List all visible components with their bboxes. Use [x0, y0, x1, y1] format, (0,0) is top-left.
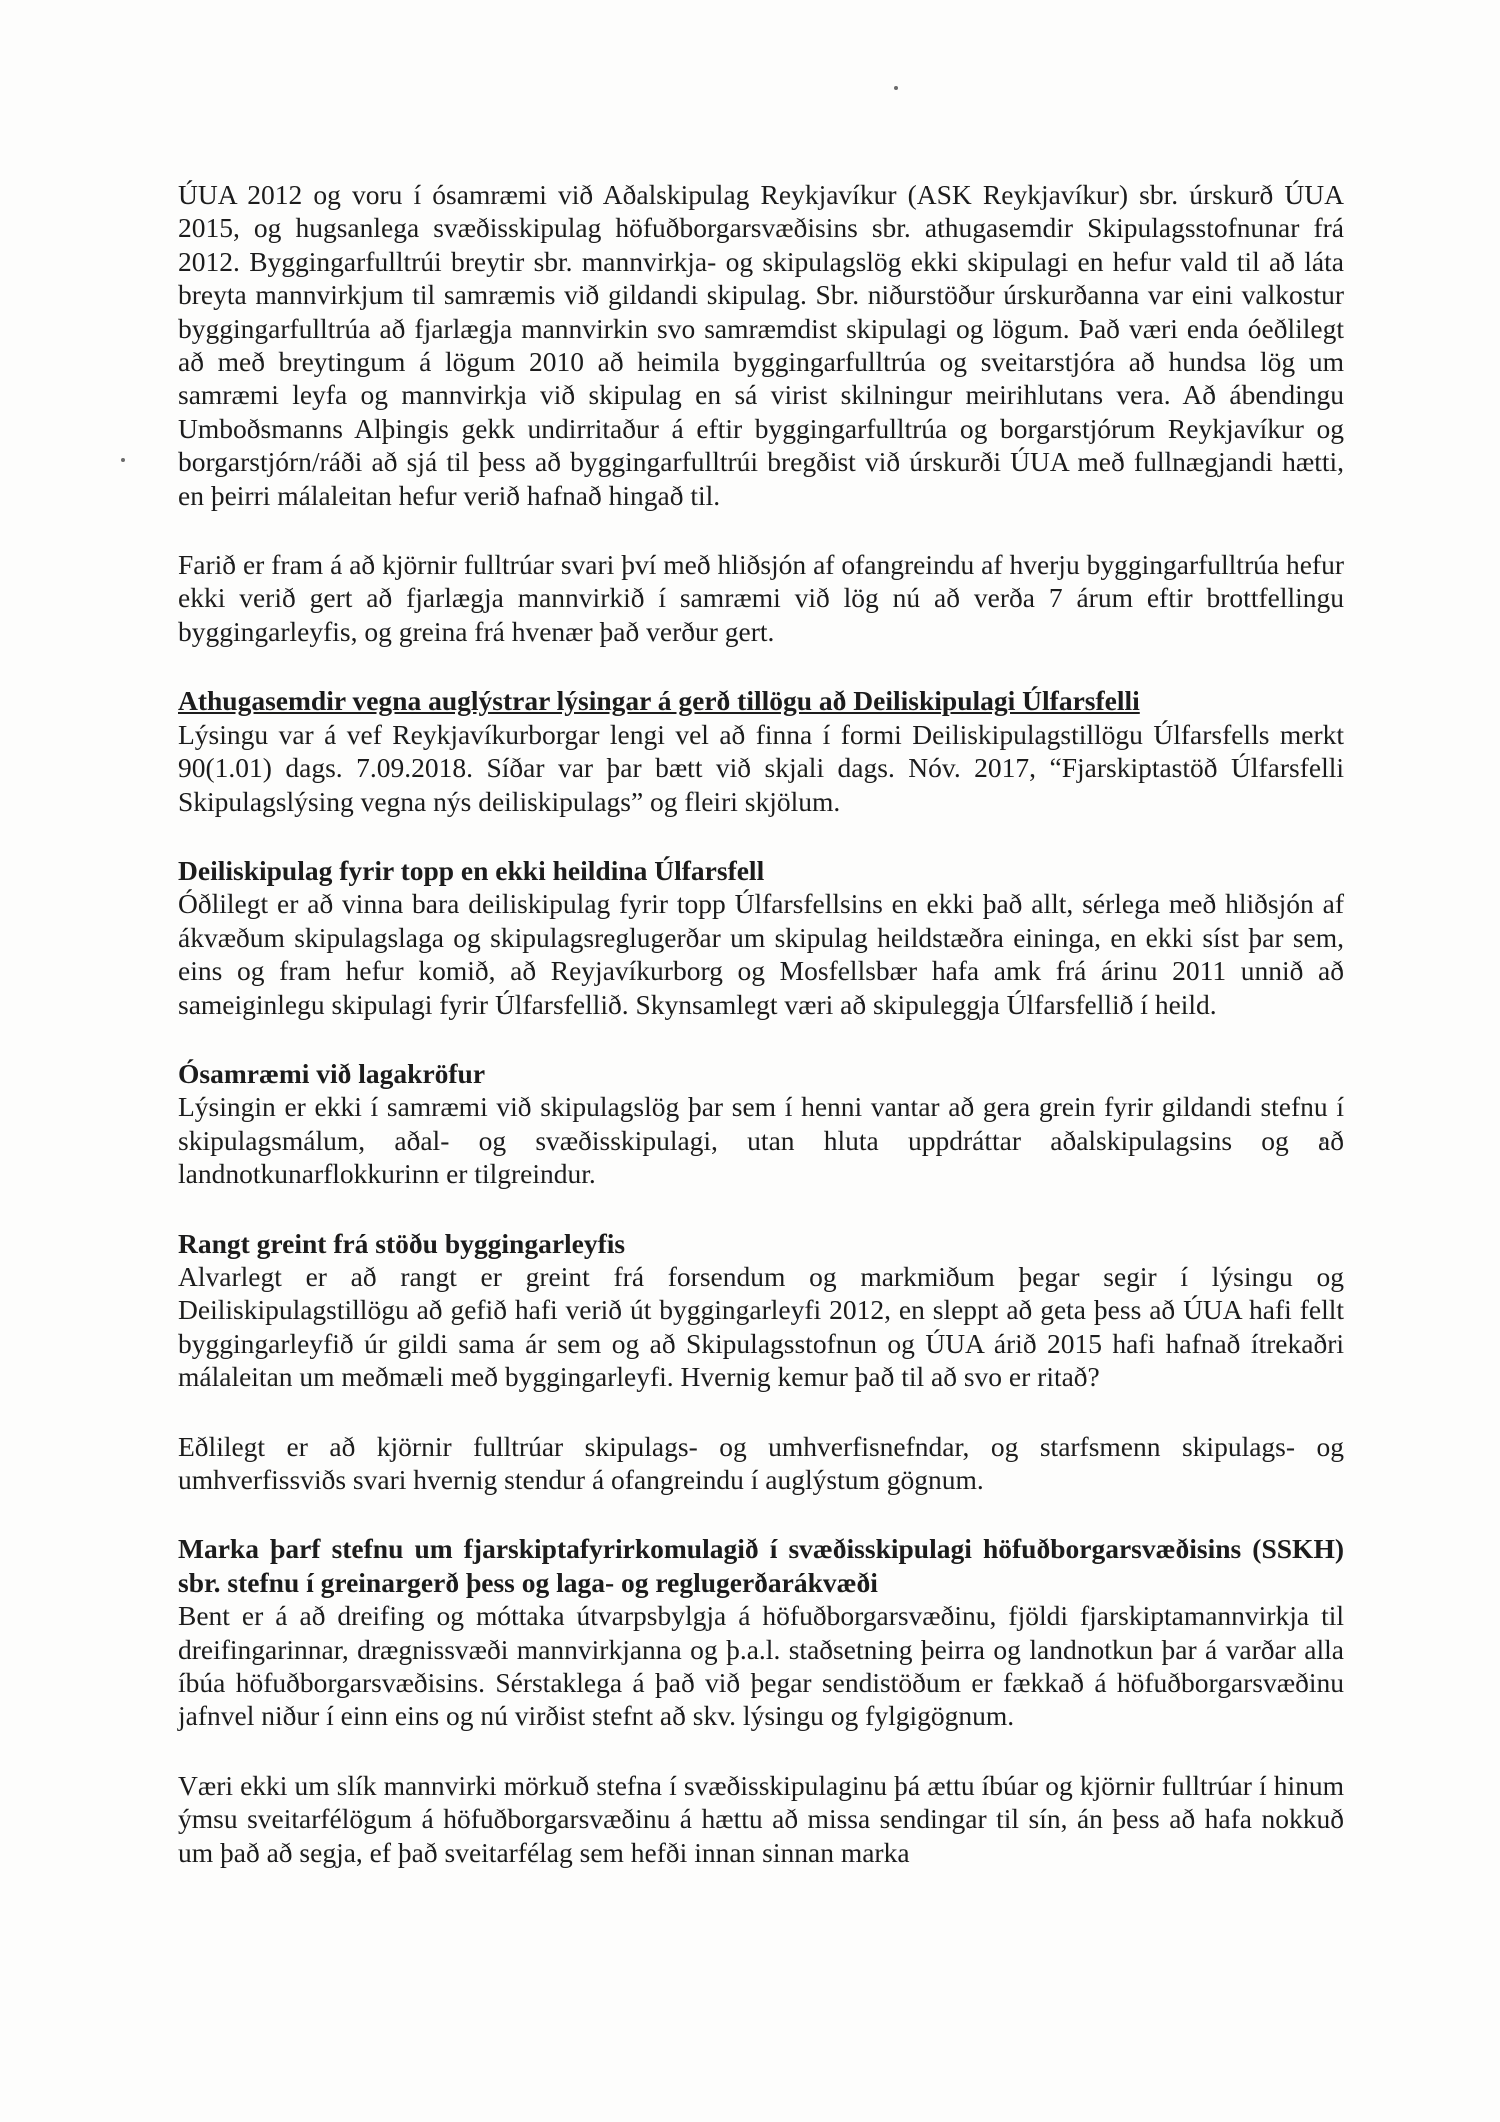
paragraph-spacer — [178, 1394, 1344, 1430]
section-body-osamraemi: Lýsingin er ekki í samræmi við skipulagslög þar sem í henni vantar að gera grein fyrir gildandi stefnu í skipulagsmálum, aðal- og svæðisskipulagi, utan hluta uppdráttar aðalskipulagsins og að landnotkunarflokkurinn er tilgreindur. — [178, 1091, 1344, 1190]
paragraph-uua-2012: ÚUA 2012 og voru í ósamræmi við Aðalskipulag Reykjavíkur (ASK Reykjavíkur) sbr. úrskurð ÚUA 2015, og hugsanlega svæðisskipulag höfuðborgarsvæðisins sbr. athugasemdir Skipulagsstofnunar frá 2012. Byggingarfulltrúi breytir sbr. mannvirkja- og skipulagslög ekki skipulagi en hefur vald til að láta breyta mannvirkjum til samræmis við gildandi skipulag. Sbr. niðurstöður úrskurðanna var eini valkostur byggingarfulltrúa að fjarlægja mannvirkin svo samræmdist skipulagi og lögum. Það væri enda óeðlilegt að með breytingum á lögum 2010 að heimila byggingarfulltrúa og sveitarstjóra að hundsa lög um samræmi leyfa og mannvirkja við skipulag en sá virist skilningur meirihlutans vera. Að ábendingu Umboðsmanns Alþingis gekk undirritaður á eftir byggingarfulltrúa og borgarstjórum Reykjavíkur og borgarstjórn/ráði að sjá til þess að byggingarfulltrúi bregðist við úrskurði ÚUA með fullnægjandi hætti, en þeirri málaleitan hefur verið hafnað hingað til. — [178, 179, 1344, 511]
paragraph-spacer — [178, 1021, 1344, 1057]
section-heading-marka-stefnu: Marka þarf stefnu um fjarskiptafyrirkomulagið í svæðisskipulagi höfuðborgarsvæðisins (SSKH) sbr. stefnu í greinargerð þess og laga- og reglugerðarákvæði — [178, 1533, 1344, 1598]
section-body-athugasemdir: Lýsingu var á vef Reykjavíkurborgar lengi vel að finna í formi Deiliskipulagstillögu Úlfarsfells merkt 90(1.01) dags. 7.09.2018. Síðar var þar bætt við skjali dags. Nóv. 2017, “Fjarskiptastöð Úlfarsfelli Skipulagslýsing vegna nýs deiliskipulags” og fleiri skjölum. — [178, 718, 1344, 817]
paragraph-edlilegt: Eðlilegt er að kjörnir fulltrúar skipulags- og umhverfisnefndar, og starfsmenn skipulags- og umhverfissviðs svari hvernig stendur á ofangreindu í auglýstum gögnum. — [178, 1430, 1344, 1495]
paragraph-spacer — [178, 1191, 1344, 1227]
section-heading-rangt-greint: Rangt greint frá stöðu byggingarleyfis — [178, 1227, 626, 1259]
paragraph-spacer — [178, 648, 1344, 684]
paragraph-spacer — [178, 818, 1344, 854]
section-body-marka-stefnu: Bent er á að dreifing og móttaka útvarpsbylgja á höfuðborgarsvæðinu, fjöldi fjarskiptamannvirkja til dreifingarinnar, drægnissvæði mannvirkjanna og þ.a.l. staðsetning þeirra og landnotkun þar á varðar alla íbúa höfuðborgarsvæðisins. Sérstaklega á það við þegar sendistöðum er fækkað á höfuðborgarsvæðinu jafnvel niður í einn eins og nú virðist stefnt að skv. lýsingu og fylgigögnum. — [178, 1600, 1344, 1732]
paragraph-vaeri-ekki: Væri ekki um slík mannvirki mörkuð stefna í svæðisskipulaginu þá ættu íbúar og kjörnir fulltrúar í hinum ýmsu sveitarfélögum á höfuðborgarsvæðinu á hættu að missa sendingar til sín, án þess að hafa nokkuð um það að segja, ef það sveitarfélag sem hefði innan sinnan marka — [178, 1769, 1344, 1868]
section-heading-athugasemdir: Athugasemdir vegna auglýstrar lýsingar á gerð tillögu að Deiliskipulagi Úlfarsfelli — [178, 685, 1140, 717]
paragraph-spacer — [178, 512, 1344, 548]
scan-speck — [894, 86, 898, 90]
section-body-rangt-greint: Alvarlegt er að rangt er greint frá forsendum og markmiðum þegar segir í lýsingu og Deiliskipulagstillögu að gefið hafi verið út byggingarleyfi 2012, en sleppt að geta þess að ÚUA hafi fellt byggingarleyfið úr gildi sama ár sem og að Skipulagsstofnun og ÚUA árið 2015 hafi hafnað ítrekaðri málaleitan um meðmæli með byggingarleyfi. Hvernig kemur það til að svo er ritað? — [178, 1260, 1344, 1393]
document-body — [178, 178, 1344, 1869]
section-heading-deiliskipulag: Deiliskipulag fyrir topp en ekki heildina Úlfarsfell — [178, 854, 765, 886]
paragraph-spacer — [178, 1496, 1344, 1532]
scan-speck — [121, 458, 125, 462]
paragraph-spacer — [178, 1733, 1344, 1769]
section-body-deiliskipulag: Óðlilegt er að vinna bara deiliskipulag fyrir topp Úlfarsfellsins en ekki það allt, sérlega með hliðsjón af ákvæðum skipulagslaga og skipulagsreglugerðar um skipulag heildstæðra eininga, en ekki síst þar sem, eins og fram hefur komið, að Reyjavíkurborg og Mosfellsbær hafa amk frá árinu 2011 unnið að sameiginlegu skipulagi fyrir Úlfarsfellið. Skynsamlegt væri að skipuleggja Úlfarsfellið í heild. — [178, 888, 1344, 1020]
paragraph-request-removal: Farið er fram á að kjörnir fulltrúar svari því með hliðsjón af ofangreindu af hverju byggingarfulltrúa hefur ekki verið gert að fjarlægja mannvirkið í samræmi við lög nú að verða 7 árum eftir brottfellingu byggingarleyfis, og greina frá hvenær það verður gert. — [178, 549, 1344, 647]
section-heading-osamraemi: Ósamræmi við lagakröfur — [178, 1057, 486, 1089]
